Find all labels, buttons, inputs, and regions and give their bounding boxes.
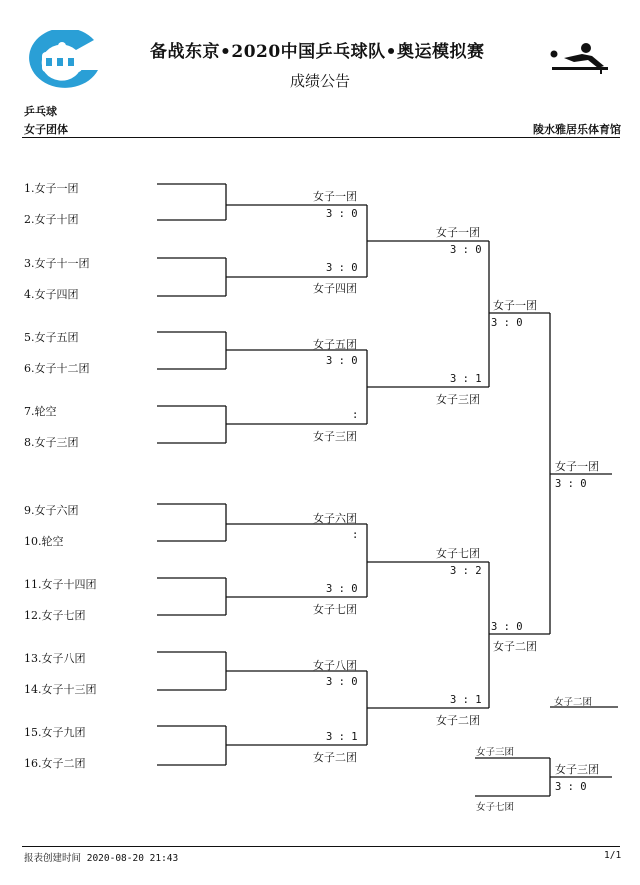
qf-score-3: 3 : 2 [450, 565, 482, 577]
footer-divider [22, 846, 620, 847]
qf-score-1: 3 : 0 [450, 244, 482, 256]
qf-winner-1: 女子一团 [436, 226, 480, 239]
qf-winner-2: 女子三团 [436, 393, 480, 406]
sf-score-1: 3 : 0 [491, 317, 523, 329]
r2-score-1: 3 : 0 [326, 208, 358, 220]
r2-winner-1: 女子一团 [313, 190, 357, 203]
r2-score-6: 3 : 0 [326, 583, 358, 595]
r2-score-2: 3 : 0 [326, 262, 358, 274]
r2-score-8: 3 : 1 [326, 731, 358, 743]
entry-1: 1.女子一团 [24, 182, 79, 195]
sf-winner-2: 女子二团 [493, 640, 537, 653]
runner-up-label: 女子二团 [554, 697, 593, 708]
r2-winner-7: 女子八团 [313, 659, 357, 672]
r2-score-4: : [352, 409, 359, 421]
entry-12: 12.女子七团 [24, 609, 86, 622]
entry-11: 11.女子十四团 [24, 578, 97, 591]
entry-14: 14.女子十三团 [24, 683, 97, 696]
entry-13: 13.女子八团 [24, 652, 86, 665]
entry-16: 16.女子二团 [24, 757, 86, 770]
page-title: 备战东京•2020中国乒乓球队•奥运模拟赛 [150, 42, 485, 62]
qf-winner-3: 女子七团 [436, 547, 480, 560]
r2-winner-4: 女子三团 [313, 430, 357, 443]
champion-label: 女子一团 [555, 460, 599, 473]
r2-score-7: 3 : 0 [326, 676, 358, 688]
r2-winner-2: 女子四团 [313, 282, 357, 295]
r2-score-5: : [352, 529, 359, 541]
qf-winner-4: 女子二团 [436, 714, 480, 727]
r2-winner-6: 女子七团 [313, 603, 357, 616]
qf-score-2: 3 : 1 [450, 373, 482, 385]
sf-winner-1: 女子一团 [493, 299, 537, 312]
r2-winner-5: 女子六团 [313, 512, 357, 525]
r2-score-3: 3 : 0 [326, 355, 358, 367]
entry-5: 5.女子五团 [24, 331, 79, 344]
entry-10: 10.轮空 [24, 535, 64, 548]
report-created-time: 报表创建时间 2020-08-20 21:43 [24, 853, 179, 864]
r2-winner-3: 女子五团 [313, 338, 357, 351]
venue-label: 陵水雅居乐体育馆 [533, 123, 621, 136]
sport-label: 乒乓球 [24, 105, 57, 118]
sf-score-2: 3 : 0 [491, 621, 523, 633]
entry-3: 3.女子十一团 [24, 257, 90, 270]
page-subtitle: 成绩公告 [290, 72, 351, 90]
page-number: 1/1 [604, 850, 622, 861]
entry-6: 6.女子十二团 [24, 362, 90, 375]
third-place-top: 女子三团 [476, 747, 515, 758]
entry-4: 4.女子四团 [24, 288, 79, 301]
entry-8: 8.女子三团 [24, 436, 79, 449]
event-label: 女子团体 [24, 123, 68, 136]
qf-score-4: 3 : 1 [450, 694, 482, 706]
entry-7: 7.轮空 [24, 405, 57, 418]
entry-9: 9.女子六团 [24, 504, 79, 517]
r2-winner-8: 女子二团 [313, 751, 357, 764]
final-score: 3 : 0 [555, 478, 587, 490]
third-place-winner: 女子三团 [555, 763, 599, 776]
third-place-bottom: 女子七团 [476, 802, 515, 813]
entry-15: 15.女子九团 [24, 726, 86, 739]
third-place-score: 3 : 0 [555, 781, 587, 793]
entry-2: 2.女子十团 [24, 213, 79, 226]
